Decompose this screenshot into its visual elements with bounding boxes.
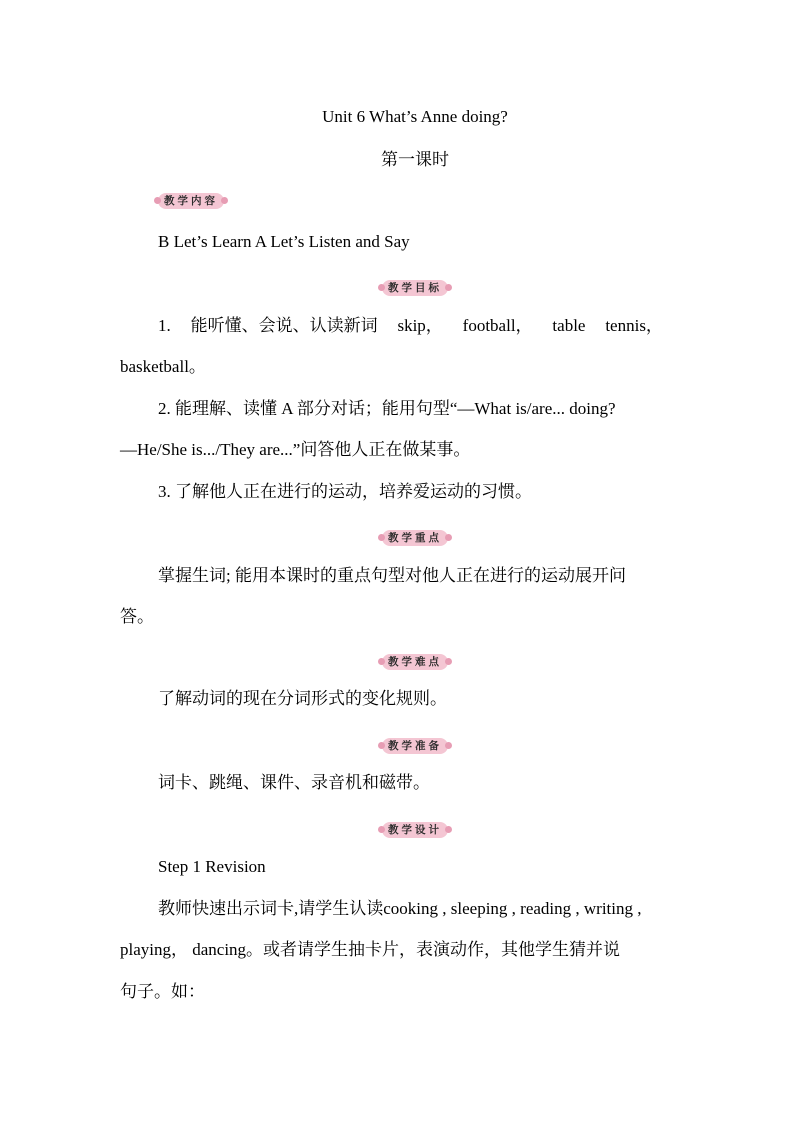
section-tag-row-goals <box>0 276 794 294</box>
page-title: Unit 6 What’s Anne doing? <box>322 107 508 126</box>
goal-1-text: 能听懂、会说、认读新词 <box>190 316 378 335</box>
lesson-subtitle: 第一课时 <box>381 150 449 169</box>
prep-text: 词卡、跳绳、课件、录音机和磁带。 <box>158 773 430 792</box>
goal-2-line-2: —He/She is.../They are...”问答他人正在做某事。 <box>120 440 471 459</box>
section-tag-row-prep <box>0 734 794 752</box>
goal-1-word-table: table <box>552 316 586 335</box>
section-tag-difficult: 教学难点 <box>382 654 448 670</box>
design-line-1: 教师快速出示词卡,请学生认读cooking , sleeping , reading , writing , <box>158 899 642 918</box>
section-tag-row-difficult <box>0 650 794 668</box>
goal-1-word-football: football， <box>462 316 533 335</box>
section-tag-row-key <box>0 526 794 544</box>
section-tag-prep: 教学准备 <box>382 738 448 754</box>
goal-1-word-tennis: tennis， <box>605 316 663 335</box>
section-tag-row-design <box>0 818 794 836</box>
section-tag-design: 教学设计 <box>382 822 448 838</box>
goal-2-line-1: 2. 能理解、读懂 A 部分对话；能用句型“—What is/are... doing? <box>158 399 616 418</box>
goal-3: 3. 了解他人正在进行的运动，培养爱运动的习惯。 <box>158 482 532 501</box>
design-line-3: 句子。如： <box>120 982 205 1001</box>
goal-1-continued: basketball。 <box>120 357 206 376</box>
step-1-heading: Step 1 Revision <box>158 857 266 876</box>
key-line-2: 答。 <box>120 607 154 626</box>
section-tag-content: 教学内容 <box>158 193 224 209</box>
section-tag-key: 教学重点 <box>382 530 448 546</box>
section-tag-row-content <box>0 193 794 211</box>
section-tag-goals: 教学目标 <box>382 280 448 296</box>
design-line-2: playing， dancing。或者请学生抽卡片，表演动作，其他学生猜并说 <box>120 940 621 959</box>
key-line-1: 掌握生词; 能用本课时的重点句型对他人正在进行的运动展开问 <box>158 566 626 585</box>
difficult-text: 了解动词的现在分词形式的变化规则。 <box>158 689 447 708</box>
goal-1-word-skip: skip， <box>397 316 443 335</box>
content-text: B Let’s Learn A Let’s Listen and Say <box>158 232 410 251</box>
goal-1-line <box>158 316 663 336</box>
goal-1-number: 1. <box>158 316 171 335</box>
